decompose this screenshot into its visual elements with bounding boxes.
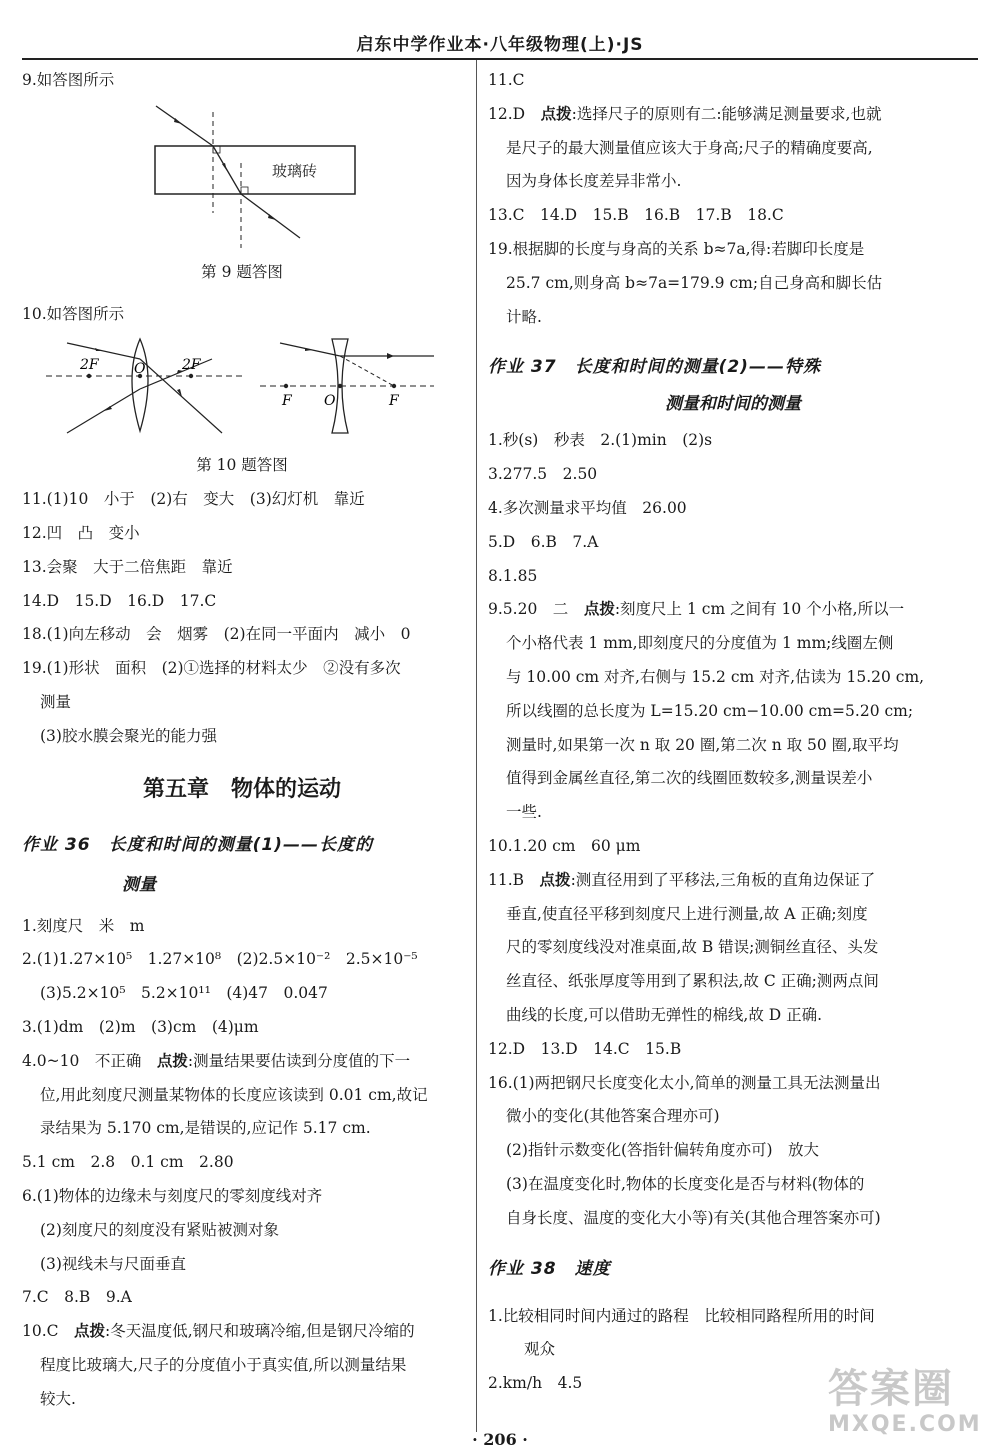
glass-brick-label: 玻璃砖 xyxy=(272,161,318,180)
r12-hint-text: :选择尺子的原则有二:能够满足测量要求,也就 xyxy=(571,104,882,123)
answer-line: 18.(1)向左移动 会 烟雾 (2)在同一平面内 减小 0 xyxy=(22,625,411,644)
glass-brick-diagram xyxy=(22,98,462,256)
answer-line: 自身长度、温度的变化大小等)有关(其他合理答案亦可) xyxy=(506,1208,881,1227)
q4-hint-text: :测量结果要估读到分度值的下一 xyxy=(187,1051,411,1070)
answer-line: 位,用此刻度尺测量某物体的长度应该读到 0.01 cm,故记 xyxy=(40,1085,428,1104)
answer-q4 xyxy=(22,1045,462,1079)
homework-37-subtitle: 测量和时间的测量 xyxy=(665,394,801,415)
lens2-f-right: F xyxy=(389,393,399,410)
figure-10 xyxy=(22,331,462,449)
answer-line: 与 10.00 cm 对齐,右侧与 15.2 cm 对齐,估读为 15.20 cm, xyxy=(506,667,925,686)
r9-answer: 9.5.20 二 xyxy=(488,600,584,619)
answer-line: 2.(1)1.27×10⁵ 1.27×10⁸ (2)2.5×10⁻² 2.5×10⁻⁵ xyxy=(22,950,418,969)
lens2-o: O xyxy=(324,393,336,410)
hint-label: 点拨 xyxy=(156,1051,188,1070)
r11-hint-text: :测直径用到了平移法,三角板的直角边保证了 xyxy=(570,870,876,889)
hint-label: 点拨 xyxy=(74,1322,106,1341)
answer-line: 6.(1)物体的边缘未与刻度尺的零刻度线对齐 xyxy=(22,1186,323,1205)
answer-line: 测量时,如果第一次 n 取 20 圈,第二次 n 取 50 圈,取平均 xyxy=(506,735,899,754)
answer-r11 xyxy=(488,864,978,898)
answer-line: 3.277.5 2.50 xyxy=(488,465,598,484)
watermark xyxy=(828,1365,988,1445)
answer-line: 录结果为 5.170 cm,是错误的,应记作 5.17 cm. xyxy=(40,1119,371,1138)
column-divider xyxy=(476,60,477,1432)
answer-line: 14.D 15.D 16.D 17.C xyxy=(22,591,217,610)
right-column xyxy=(488,64,978,1401)
answer-line: (3)胶水膜会聚光的能力强 xyxy=(40,726,217,745)
homework-36-title: 作业 36 长度和时间的测量(1)——长度的 xyxy=(22,834,373,855)
answer-line: 微小的变化(其他答案合理亦可) xyxy=(506,1107,720,1126)
chapter-title: 第五章 物体的运动 xyxy=(142,776,341,802)
hint-label: 点拨 xyxy=(539,870,571,889)
book-title: 启东中学作业本·八年级物理(上)·JS xyxy=(356,35,644,55)
answer-line: 8.1.85 xyxy=(488,566,538,585)
answer-line: 值得到金属丝直径,第二次的线圈匝数较多,测量误差小 xyxy=(506,769,873,788)
answer-line: 25.7 cm,则身高 b≈7a=179.9 cm;自己身高和脚长估 xyxy=(506,273,883,292)
r9-hint-text: :刻度尺上 1 cm 之间有 10 个小格,所以一 xyxy=(614,600,905,619)
answer-line: 2.km/h 4.5 xyxy=(488,1374,583,1393)
answer-line: 1.秒(s) 秒表 2.(1)min (2)s xyxy=(488,431,713,450)
answer-line: (3)在温度变化时,物体的长度变化是否与材料(物体的 xyxy=(506,1174,865,1193)
q4-answer: 4.0~10 不正确 xyxy=(22,1051,157,1070)
homework-38-title: 作业 38 速度 xyxy=(488,1258,611,1279)
answer-line: 一些. xyxy=(506,803,542,822)
lens1-2f-left: 2F xyxy=(80,357,99,374)
figure-9-caption: 第 9 题答图 xyxy=(201,262,283,281)
watermark-line1: 答案圈 xyxy=(828,1366,954,1412)
answer-line: 3.(1)dm (2)m (3)cm (4)μm xyxy=(22,1017,259,1036)
answer-q10: 10.如答图所示 xyxy=(22,304,125,323)
q10-hint-text: :冬天温度低,钢尺和玻璃冷缩,但是钢尺冷缩的 xyxy=(105,1322,415,1341)
figure-10-caption: 第 10 题答图 xyxy=(196,456,288,475)
header-rule xyxy=(22,58,978,60)
page-number: · 206 · xyxy=(472,1430,528,1449)
r11-answer: 11.B xyxy=(488,870,540,889)
answer-line: (2)指针示数变化(答指针偏转角度亦可) 放大 xyxy=(506,1141,820,1160)
answer-line: 11.(1)10 小于 (2)右 变大 (3)幻灯机 靠近 xyxy=(22,490,365,509)
answer-r12 xyxy=(488,98,978,132)
answer-line: 5.D 6.B 7.A xyxy=(488,532,599,551)
answer-line: 5.1 cm 2.8 0.1 cm 2.80 xyxy=(22,1153,234,1172)
answer-line: 丝直径、纸张厚度等用到了累积法,故 C 正确;测两点间 xyxy=(506,972,879,991)
answer-line: 计略. xyxy=(506,307,542,326)
page-header xyxy=(0,0,1000,60)
answer-line: 7.C 8.B 9.A xyxy=(22,1288,132,1307)
answer-line: 10.1.20 cm 60 μm xyxy=(488,836,641,855)
watermark-line2: MXQE.COM xyxy=(828,1412,982,1437)
left-column xyxy=(22,64,462,1417)
answer-q10-hint xyxy=(22,1315,462,1349)
answer-line: 程度比玻璃大,尺子的分度值小于真实值,所以测量结果 xyxy=(40,1355,407,1374)
answer-line: 13.会聚 大于二倍焦距 靠近 xyxy=(22,557,233,576)
answer-line: 测量 xyxy=(40,692,72,711)
answer-line: 1.比较相同时间内通过的路程 比较相同路程所用的时间 xyxy=(488,1306,875,1325)
answer-line: (3)视线未与尺面垂直 xyxy=(40,1254,186,1273)
r12-answer: 12.D xyxy=(488,104,541,123)
answer-line: 12.D 13.D 14.C 15.B xyxy=(488,1039,682,1058)
answer-line: 12.凹 凸 变小 xyxy=(22,523,140,542)
answer-line: 个小格代表 1 mm,即刻度尺的分度值为 1 mm;线圈左侧 xyxy=(506,634,894,653)
answer-line: 19.(1)形状 面积 (2)①选择的材料太少 ②没有多次 xyxy=(22,659,401,678)
lens1-o: O xyxy=(134,361,146,378)
answer-r9 xyxy=(488,593,978,627)
answer-line: (2)刻度尺的刻度没有紧贴被测对象 xyxy=(40,1220,279,1239)
answer-q9: 9.如答图所示 xyxy=(22,71,115,89)
answer-line: 较大. xyxy=(40,1389,76,1408)
answer-line: (3)5.2×10⁵ 5.2×10¹¹ (4)47 0.047 xyxy=(40,984,328,1003)
answer-line: 4.多次测量求平均值 26.00 xyxy=(488,498,687,517)
answer-line: 所以线圈的总长度为 L=15.20 cm−10.00 cm=5.20 cm; xyxy=(506,701,914,720)
answer-line: 曲线的长度,可以借助无弹性的棉线,故 D 正确. xyxy=(506,1005,823,1024)
answer-line: 1.刻度尺 米 m xyxy=(22,916,145,935)
answer-line: 11.C xyxy=(488,71,525,89)
answer-line: 是尺子的最大测量值应该大于身高;尺子的精确度要高, xyxy=(506,138,873,157)
answer-line: 因为身体长度差异非常小. xyxy=(506,172,682,191)
lens-diagrams xyxy=(22,331,462,449)
hint-label: 点拨 xyxy=(583,600,615,619)
hint-label: 点拨 xyxy=(540,104,572,123)
answer-line: 尺的零刻度线没对准桌面,故 B 错误;测铜丝直径、头发 xyxy=(506,938,879,957)
figure-9 xyxy=(22,98,462,256)
answer-line: 垂直,使直径平移到刻度尺上进行测量,故 A 正确;刻度 xyxy=(506,904,868,923)
answer-line: 19.根据脚的长度与身高的关系 b≈7a,得:若脚印长度是 xyxy=(488,239,865,258)
lens2-f-left: F xyxy=(282,393,292,410)
lens1-2f-right: 2F xyxy=(182,357,201,374)
homework-36-subtitle: 测量 xyxy=(122,874,156,895)
homework-37-title: 作业 37 长度和时间的测量(2)——特殊 xyxy=(488,357,821,378)
answer-line: 13.C 14.D 15.B 16.B 17.B 18.C xyxy=(488,206,784,225)
answer-line: 观众 xyxy=(524,1340,556,1359)
q10-answer: 10.C xyxy=(22,1322,75,1341)
answer-line: 16.(1)两把钢尺长度变化太小,简单的测量工具无法测量出 xyxy=(488,1073,881,1092)
